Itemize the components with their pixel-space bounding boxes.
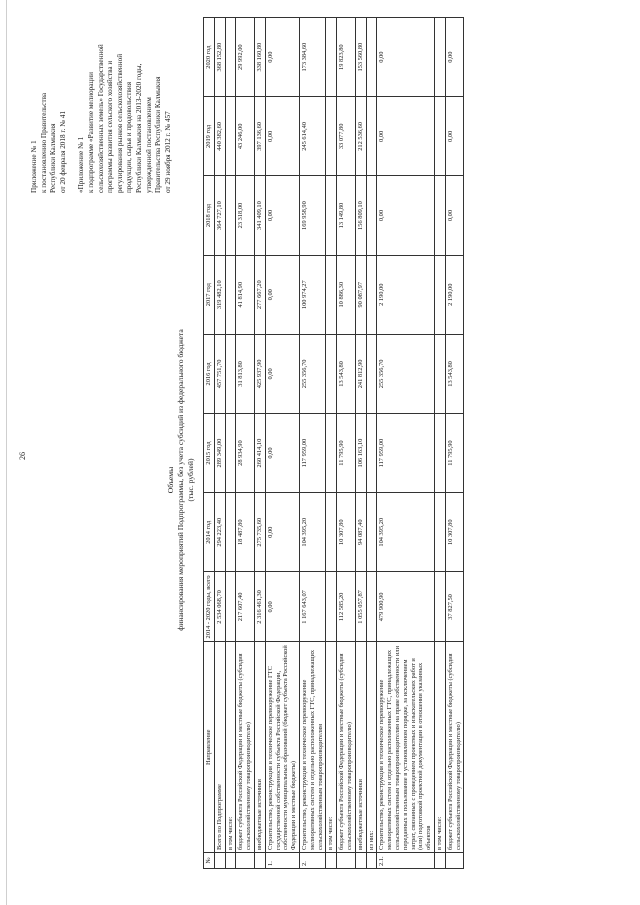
row-value-v2015: 260 414,10	[254, 413, 265, 492]
financing-table	[203, 17, 464, 869]
appendix-line: «Приложение № 1	[77, 136, 86, 193]
row-value-v2016	[326, 334, 337, 413]
header-total: 2014 - 2020 годы, всего	[204, 572, 215, 642]
row-value-v2016: 13 543,80	[445, 334, 464, 413]
row-value-total: 217 607,40	[236, 572, 255, 642]
table-row	[337, 18, 356, 869]
row-value-v2015: 117 959,00	[299, 413, 325, 492]
row-value-total	[225, 572, 236, 642]
row-value-v2019: 397 136,60	[254, 97, 265, 176]
row-index: 2.	[299, 852, 325, 868]
appendix-line: от 20 февраля 2018 г. № 41	[58, 111, 67, 193]
row-value-v2020	[434, 18, 445, 97]
header-2018: 2018 год	[204, 176, 215, 255]
row-index	[225, 852, 236, 868]
title-line: Объемы	[166, 466, 175, 494]
header-2017: 2017 год	[204, 255, 215, 334]
row-value-v2014: 10 307,80	[445, 493, 464, 572]
row-index	[366, 852, 377, 868]
row-value-v2017: 2 190,00	[377, 255, 435, 334]
row-value-v2016: 241 812,90	[355, 334, 366, 413]
row-value-v2018: 13 149,80	[337, 176, 356, 255]
row-value-v2016	[225, 334, 236, 413]
row-value-v2016: 31 813,80	[236, 334, 255, 413]
row-value-total: 112 585,20	[337, 572, 356, 642]
row-value-v2015	[434, 413, 445, 492]
appendix-line: Правительства Республики Калмыкия	[154, 76, 163, 193]
row-value-v2019: 0,00	[265, 97, 299, 176]
header-2020: 2020 год	[204, 18, 215, 97]
appendix-line: к постановлению Правительства	[39, 92, 48, 193]
row-value-v2015: 106 163,10	[355, 413, 366, 492]
appendix-line: продукции, сырья и продовольствия	[125, 81, 134, 193]
row-value-v2018: 0,00	[377, 176, 435, 255]
row-value-total: 1 167 643,07	[299, 572, 325, 642]
row-direction: бюджет субъекта Российской Федерации и местные бюджеты (субсидия сельскохозяйственному товаропроизводителю)	[236, 642, 255, 852]
row-value-v2019: 43 246,00	[236, 97, 255, 176]
row-direction: Строительство, реконструкция и техническое перевооружение мелиоративных систем и отдельно расположенных ГТС, принадлежащих сельскохозяйственным товаропроизводителям	[299, 642, 325, 852]
table-row	[265, 18, 299, 869]
row-value-total: 0,00	[265, 572, 299, 642]
row-value-v2014: 18 487,80	[236, 493, 255, 572]
row-value-v2020: 0,00	[377, 18, 435, 97]
table-row	[299, 18, 325, 869]
row-value-v2014	[434, 493, 445, 572]
row-value-total	[366, 572, 377, 642]
row-value-v2016: 457 751,70	[214, 334, 225, 413]
row-direction: внебюджетные источники	[254, 642, 265, 852]
row-value-v2018	[225, 176, 236, 255]
row-index	[214, 852, 225, 868]
row-value-total: 37 827,50	[445, 572, 464, 642]
header-2015: 2015 год	[204, 413, 215, 492]
row-value-v2017: 90 087,97	[355, 255, 366, 334]
table-row	[225, 18, 236, 869]
row-value-v2016: 255 356,70	[377, 334, 435, 413]
row-index	[434, 852, 445, 868]
row-value-v2019	[434, 97, 445, 176]
row-value-v2019: 440 382,60	[214, 97, 225, 176]
row-value-v2014: 10 307,80	[337, 493, 356, 572]
row-direction: в том числе:	[225, 642, 236, 852]
row-value-v2016	[434, 334, 445, 413]
row-direction: в том числе:	[326, 642, 337, 852]
row-value-v2014: 94 087,40	[355, 493, 366, 572]
row-value-v2015	[225, 413, 236, 492]
appendix-line: к подпрограмме «Развитие мелиорации	[86, 72, 95, 193]
row-value-v2020: 0,00	[265, 18, 299, 97]
row-value-v2017: 0,00	[265, 255, 299, 334]
row-value-v2018	[326, 176, 337, 255]
document-title	[166, 205, 195, 755]
row-value-v2017: 41 814,90	[236, 255, 255, 334]
row-value-v2020: 19 823,80	[337, 18, 356, 97]
header-name: Направление	[204, 642, 215, 852]
row-value-v2018: 156 809,10	[355, 176, 366, 255]
row-value-v2020: 29 992,00	[236, 18, 255, 97]
row-value-v2015	[326, 413, 337, 492]
row-index	[337, 852, 356, 868]
row-value-total: 479 900,90	[377, 572, 435, 642]
row-value-v2019	[326, 97, 337, 176]
row-direction: из них:	[366, 642, 377, 852]
header-2019: 2019 год	[204, 97, 215, 176]
row-value-v2014: 275 735,60	[254, 493, 265, 572]
row-value-v2017: 100 974,27	[299, 255, 325, 334]
appendix-line: Приложение № 1	[30, 140, 38, 193]
row-value-v2016: 425 937,90	[254, 334, 265, 413]
row-index	[326, 852, 337, 868]
row-value-v2017: 2 190,00	[445, 255, 464, 334]
row-value-v2019	[225, 97, 236, 176]
header-2014: 2014 год	[204, 493, 215, 572]
row-value-v2020: 368 152,80	[214, 18, 225, 97]
table-row	[236, 18, 255, 869]
row-value-v2015: 0,00	[265, 413, 299, 492]
row-direction: Строительство, реконструкция и техническое перевооружение мелиоративных систем и отдельно расположенных ГТС, принадлежащих сельскохозяйственным товаропроизводителям на праве собственности или переданных в пользование в установленном порядке, за исключением затрат, связанных с проведением проектных и изыскательских работ и (или) подготовкой проектной документации в отношении указанных объектов	[377, 642, 435, 852]
table-row	[214, 18, 225, 869]
row-value-v2019: 212 536,60	[355, 97, 366, 176]
row-value-v2018: 169 958,90	[299, 176, 325, 255]
row-value-v2018: 341 409,10	[254, 176, 265, 255]
row-value-v2020: 338 160,80	[254, 18, 265, 97]
row-direction: Строительство, реконструкция и техническое перевооружение ГТС государственной собственности субъекта Российской Федерации, собственности муниципальных образований (бюджет субъекта Российской Федерации и местные бюджеты)	[265, 642, 299, 852]
row-direction: Всего по Подпрограмме	[214, 642, 225, 852]
row-value-v2016: 0,00	[265, 334, 299, 413]
table-row	[377, 18, 435, 869]
row-value-v2018	[366, 176, 377, 255]
row-value-v2017	[366, 255, 377, 334]
header-idx: №	[204, 852, 215, 868]
row-direction: бюджет субъекта Российской Федерации и местные бюджеты (субсидия сельскохозяйственному товаропроизводителю)	[445, 642, 464, 852]
row-value-v2019: 0,00	[377, 97, 435, 176]
header-2016: 2016 год	[204, 334, 215, 413]
row-value-v2014	[326, 493, 337, 572]
row-value-v2016: 13 543,80	[337, 334, 356, 413]
row-value-v2018: 0,00	[445, 176, 464, 255]
row-value-total: 1 055 057,87	[355, 572, 366, 642]
row-value-v2019: 33 077,80	[337, 97, 356, 176]
row-value-v2015: 11 795,90	[337, 413, 356, 492]
row-value-v2014	[225, 493, 236, 572]
row-value-v2014	[366, 493, 377, 572]
appendix-line: от 29 ноября 2012 г. № 457	[163, 111, 172, 193]
row-value-v2019	[366, 97, 377, 176]
row-value-v2017	[434, 255, 445, 334]
row-value-total: 2 316 461,30	[254, 572, 265, 642]
row-value-v2017	[225, 255, 236, 334]
table-row	[445, 18, 464, 869]
table-row	[355, 18, 366, 869]
appendix-line: регулирования рынков сельскохозяйственной	[115, 53, 124, 193]
page-number: 26	[18, 452, 27, 460]
row-value-v2019: 245 614,40	[299, 97, 325, 176]
row-direction: бюджет субъекта Российской Федерации и местные бюджеты (субсидия сельскохозяйственному товаропроизводителю)	[337, 642, 356, 852]
row-value-v2015	[366, 413, 377, 492]
row-value-v2018: 23 318,00	[236, 176, 255, 255]
row-index	[355, 852, 366, 868]
appendix-line: Республики Калмыкия	[49, 123, 58, 193]
row-value-v2017: 277 667,20	[254, 255, 265, 334]
row-value-v2015: 289 349,00	[214, 413, 225, 492]
row-value-v2014: 0,00	[265, 493, 299, 572]
row-value-v2018	[434, 176, 445, 255]
row-value-v2016: 255 356,70	[299, 334, 325, 413]
row-index	[254, 852, 265, 868]
table-header-row	[204, 18, 215, 869]
table-row	[434, 18, 445, 869]
appendix-line: программы развития сельского хозяйства и	[106, 60, 115, 193]
row-value-v2015: 11 795,90	[445, 413, 464, 492]
title-units: (тыс. рублей)	[185, 458, 195, 502]
row-value-v2017: 319 482,10	[214, 255, 225, 334]
row-value-v2016	[366, 334, 377, 413]
row-direction: внебюджетные источники	[355, 642, 366, 852]
row-index	[445, 852, 464, 868]
row-value-v2014: 104 395,20	[299, 493, 325, 572]
row-value-v2017	[326, 255, 337, 334]
appendix-line: сельскохозяйственных земель» Государственной	[96, 44, 105, 193]
table-row	[366, 18, 377, 869]
row-value-v2015: 117 959,00	[377, 413, 435, 492]
row-value-v2020	[326, 18, 337, 97]
row-value-v2014: 104 395,20	[377, 493, 435, 572]
table-row	[326, 18, 337, 869]
title-line: финансирования мероприятий Подпрограммы, без учета субсидий из федерального бюджета	[175, 329, 185, 631]
row-value-v2018: 0,00	[265, 176, 299, 255]
appendix-line: утвержденной постановлением	[144, 97, 153, 193]
row-value-v2018: 364 727,10	[214, 176, 225, 255]
row-index: 2.1.	[377, 852, 435, 868]
row-value-v2020	[366, 18, 377, 97]
row-value-v2014: 294 223,40	[214, 493, 225, 572]
table-row	[254, 18, 265, 869]
row-direction: в том числе:	[434, 642, 445, 852]
row-value-v2020: 153 560,80	[355, 18, 366, 97]
row-index	[236, 852, 255, 868]
row-value-total	[326, 572, 337, 642]
row-value-v2020	[225, 18, 236, 97]
appendix-line: Республики Калмыкия на 2013-2020 годы,	[134, 63, 143, 193]
row-value-v2020: 173 384,60	[299, 18, 325, 97]
row-value-v2015: 28 934,90	[236, 413, 255, 492]
row-value-v2020: 0,00	[445, 18, 464, 97]
row-value-total	[434, 572, 445, 642]
appendix-block	[30, 8, 173, 193]
row-value-total: 2 534 068,70	[214, 572, 225, 642]
row-index: 1.	[265, 852, 299, 868]
row-value-v2019: 0,00	[445, 97, 464, 176]
row-value-v2017: 10 886,30	[337, 255, 356, 334]
